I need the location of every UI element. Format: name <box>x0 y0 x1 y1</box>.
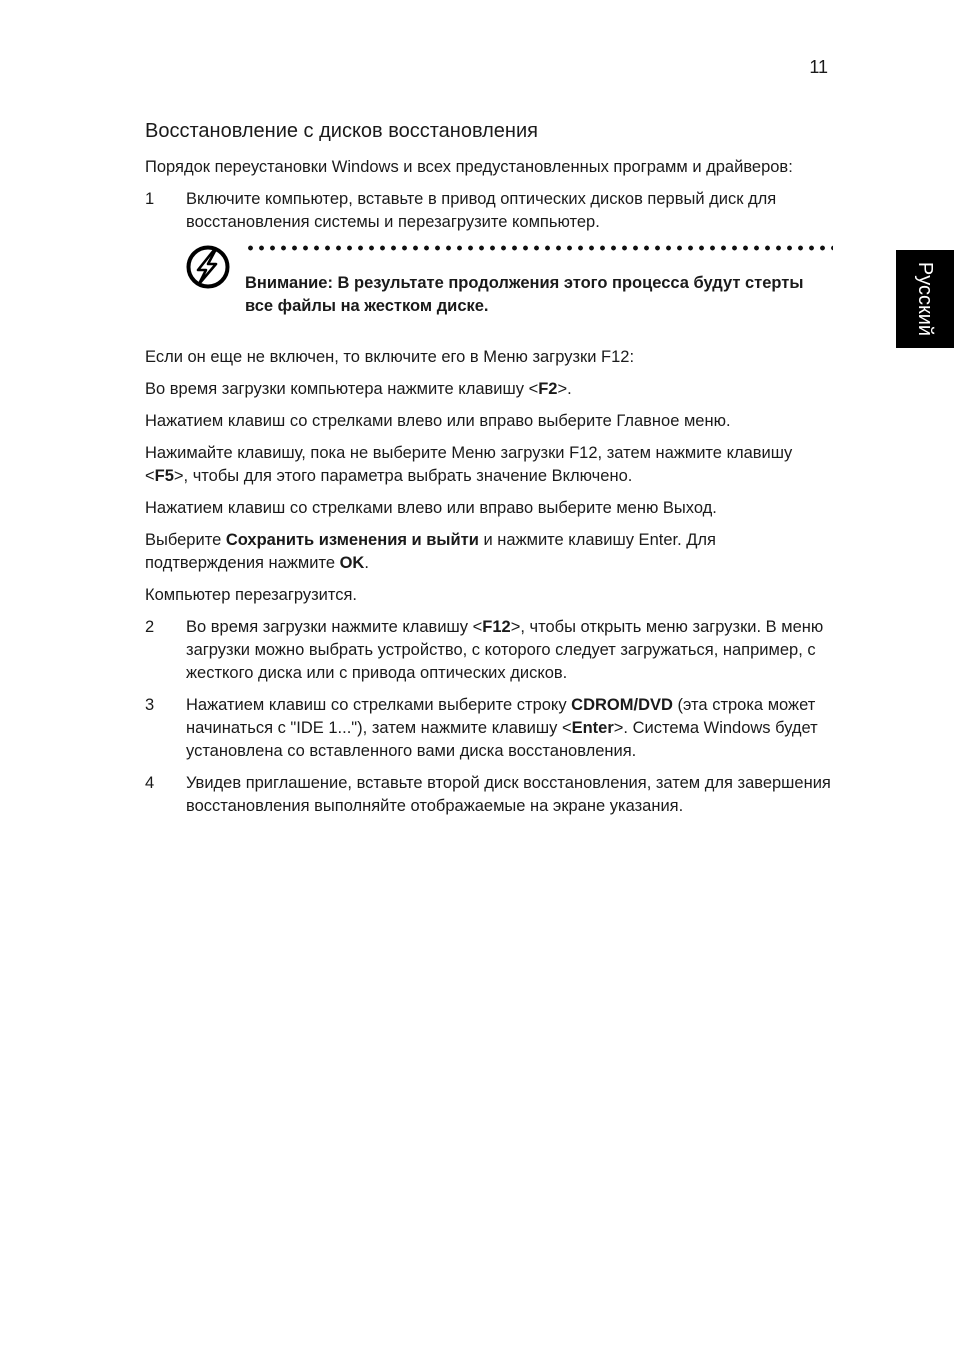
step-number: 1 <box>145 190 155 208</box>
intro-paragraph: Порядок переустановки Windows и всех предустановленных программ и драйверов: <box>145 158 793 176</box>
paragraph-boot-menu: Если он еще не включен, то включите его в Меню загрузки F12: <box>145 348 635 366</box>
step-text: Во время загрузки нажмите клавишу <F12>, чтобы открыть меню загрузки. В меню загрузки можно выбрать устройство, с которого следует загружаться, например, с жесткого диска или с привода оптических дисков. <box>186 618 824 682</box>
step-4 <box>145 772 835 818</box>
paragraph-main-menu: Нажатием клавиш со стрелками влево или вправо выберите Главное меню. <box>145 412 731 430</box>
warning-text: Внимание: В результате продолжения этого процесса будут стерты все файлы на жестком диске. <box>245 274 804 315</box>
document-content <box>145 118 835 827</box>
warning-box <box>186 244 835 318</box>
lightning-warning-icon <box>186 244 234 290</box>
step-number: 3 <box>145 696 155 714</box>
dotted-divider <box>245 244 833 252</box>
step-number: 4 <box>145 774 155 792</box>
step-text: Включите компьютер, вставьте в привод оптических дисков первый диск для восстановления системы и перезагрузите компьютер. <box>186 190 777 231</box>
language-tab <box>896 250 954 348</box>
paragraph-press-f2: Во время загрузки компьютера нажмите клавишу <F2>. <box>145 380 572 398</box>
step-1 <box>145 188 835 234</box>
step-3 <box>145 694 835 763</box>
step-2 <box>145 616 835 685</box>
paragraph-press-f5: Нажимайте клавишу, пока не выберите Меню загрузки F12, затем нажмите клавишу <F5>, чтобы для этого параметра выбрать значение Включено. <box>145 444 793 485</box>
section-title: Восстановление с дисков восстановления <box>145 120 538 142</box>
language-tab-label: Русский <box>914 261 936 337</box>
step-text: Нажатием клавиш со стрелками выберите строку CDROM/DVD (эта строка может начинаться с "IDE 1..."), затем нажмите клавишу <Enter>. Система Windows будет установлена со вставленного вами диска восстановления. <box>186 696 818 760</box>
paragraph-exit-menu: Нажатием клавиш со стрелками влево или вправо выберите меню Выход. <box>145 499 717 517</box>
page-number: 11 <box>809 57 828 77</box>
step-number: 2 <box>145 618 155 636</box>
paragraph-reboot: Компьютер перезагрузится. <box>145 586 358 604</box>
paragraph-save-exit: Выберите Сохранить изменения и выйти и нажмите клавишу Enter. Для подтверждения нажмите OK. <box>145 531 716 572</box>
step-text: Увидев приглашение, вставьте второй диск восстановления, затем для завершения восстановления выполняйте отображаемые на экране указания. <box>186 774 831 815</box>
